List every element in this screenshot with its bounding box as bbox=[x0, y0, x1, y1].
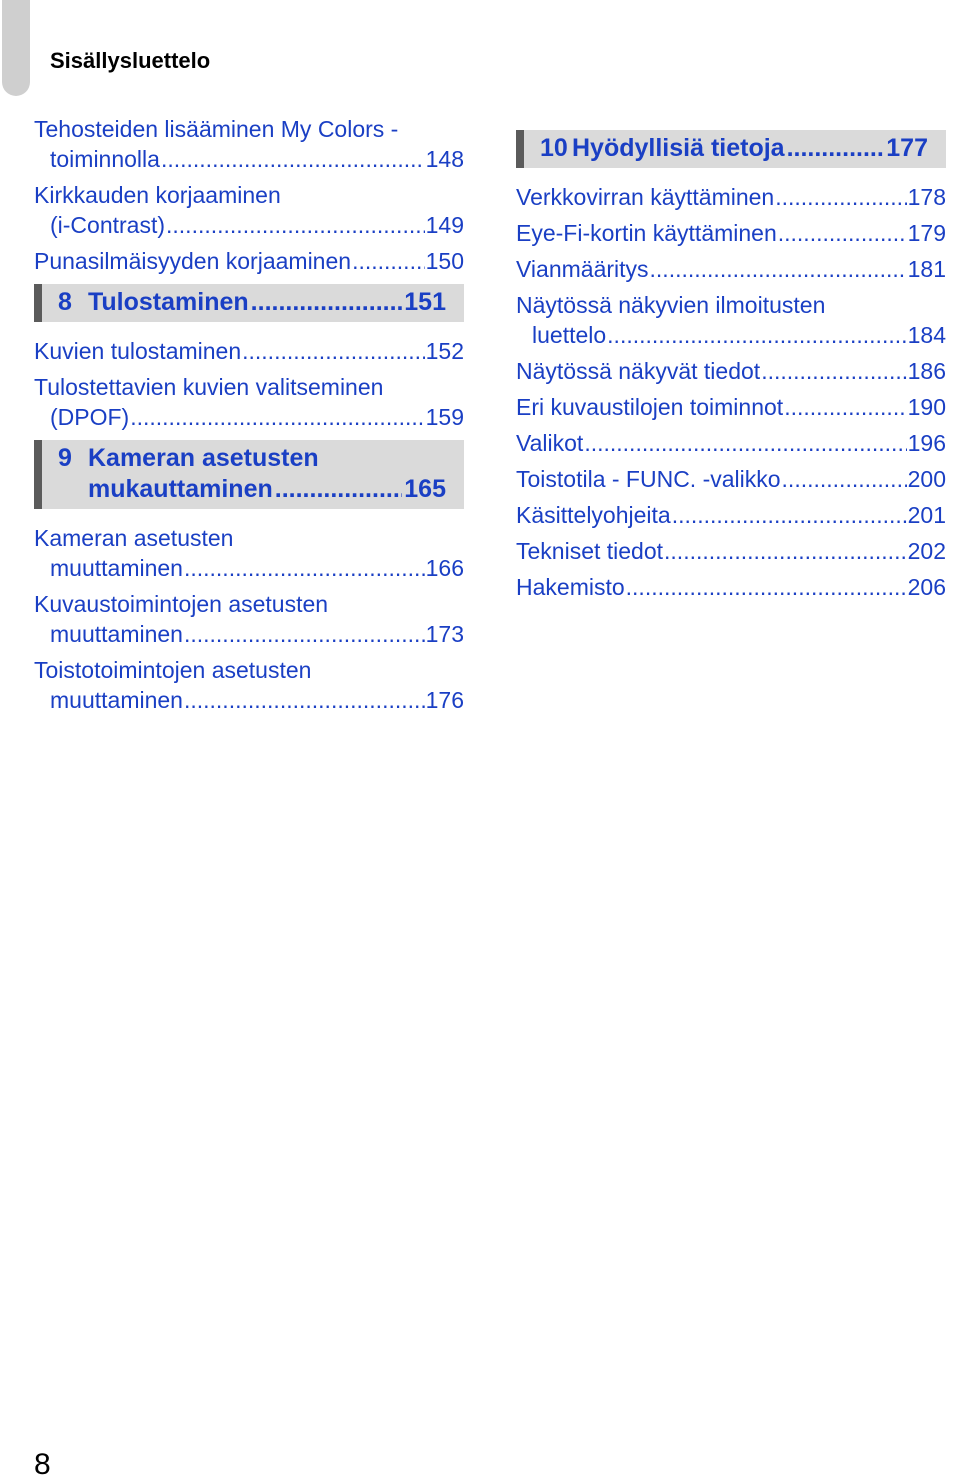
toc-entry[interactable]: Vianmääritys ..... 181 bbox=[516, 254, 946, 284]
chapter-number: 9 bbox=[58, 444, 72, 472]
page-ref: 166 bbox=[425, 555, 464, 581]
page-tab-marker bbox=[2, 0, 30, 96]
page-ref: 151 bbox=[404, 288, 446, 316]
chapter-number: 10 bbox=[540, 134, 568, 162]
page-ref: 173 bbox=[425, 621, 464, 647]
chapter-heading-8[interactable] bbox=[34, 284, 464, 322]
page-ref: 150 bbox=[425, 248, 464, 274]
page-ref: 165 bbox=[404, 475, 446, 503]
chapter-heading-9[interactable] bbox=[34, 440, 464, 509]
page-ref: 148 bbox=[425, 146, 464, 172]
page-ref: 178 bbox=[907, 184, 946, 210]
chapter-number: 8 bbox=[58, 288, 72, 316]
page-ref: 190 bbox=[907, 394, 946, 420]
toc-entry[interactable]: Käsittelyohjeita ..... 201 bbox=[516, 500, 946, 530]
toc-entry[interactable]: Tehosteiden lisääminen My Colors - toiminnolla ..... 148 bbox=[34, 114, 464, 174]
toc-entry[interactable]: Tekniset tiedot ..... 202 bbox=[516, 536, 946, 566]
page-ref: 200 bbox=[907, 466, 946, 492]
toc-entry[interactable]: Näytössä näkyvät tiedot ..... 186 bbox=[516, 356, 946, 386]
toc-entry[interactable]: Toistotoimintojen asetusten muuttaminen ..... 176 bbox=[34, 655, 464, 715]
toc-entry[interactable]: Tulostettavien kuvien valitseminen (DPOF) ..... 159 bbox=[34, 372, 464, 432]
page-ref: 159 bbox=[425, 404, 464, 430]
page-ref: 186 bbox=[907, 358, 946, 384]
chapter-heading-10[interactable] bbox=[516, 130, 946, 168]
toc-entry[interactable]: Kuvien tulostaminen ..... 152 bbox=[34, 336, 464, 366]
page-number: 8 bbox=[34, 1448, 51, 1481]
page-ref: 152 bbox=[425, 338, 464, 364]
page-ref: 181 bbox=[907, 256, 946, 282]
chapter-title: Tulostaminen bbox=[88, 288, 249, 316]
toc-left-column bbox=[34, 114, 464, 721]
chapter-title-cont: mukauttaminen bbox=[88, 475, 273, 503]
toc-right-column bbox=[516, 130, 946, 608]
page-ref: 196 bbox=[907, 430, 946, 456]
page-ref: 184 bbox=[907, 322, 946, 348]
toc-entry[interactable]: Kameran asetusten muuttaminen ..... 166 bbox=[34, 523, 464, 583]
chapter-title: Kameran asetusten bbox=[88, 444, 319, 472]
page-title: Sisällysluettelo bbox=[50, 48, 211, 73]
toc-entry[interactable]: Valikot ..... 196 bbox=[516, 428, 946, 458]
page-ref: 177 bbox=[886, 134, 928, 162]
page-ref: 149 bbox=[425, 212, 464, 238]
toc-entry[interactable]: Toistotila - FUNC. -valikko ..... 200 bbox=[516, 464, 946, 494]
toc-entry[interactable]: Eye-Fi-kortin käyttäminen ..... 179 bbox=[516, 218, 946, 248]
chapter-title: Hyödyllisiä tietoja bbox=[572, 134, 785, 162]
page-ref: 179 bbox=[907, 220, 946, 246]
page-ref: 201 bbox=[907, 502, 946, 528]
toc-entry[interactable]: Hakemisto ..... 206 bbox=[516, 572, 946, 602]
toc-entry[interactable]: Punasilmäisyyden korjaaminen ..... 150 bbox=[34, 246, 464, 276]
toc-entry[interactable]: Kirkkauden korjaaminen (i-Contrast) ..... 149 bbox=[34, 180, 464, 240]
toc-entry[interactable]: Eri kuvaustilojen toiminnot ..... 190 bbox=[516, 392, 946, 422]
page-ref: 176 bbox=[425, 687, 464, 713]
toc-entry[interactable]: Kuvaustoimintojen asetusten muuttaminen ..... 173 bbox=[34, 589, 464, 649]
toc-entry[interactable]: Näytössä näkyvien ilmoitusten luettelo ..... 184 bbox=[516, 290, 946, 350]
toc-entry[interactable]: Verkkovirran käyttäminen ..... 178 bbox=[516, 182, 946, 212]
page-ref: 202 bbox=[907, 538, 946, 564]
page-ref: 206 bbox=[907, 574, 946, 600]
